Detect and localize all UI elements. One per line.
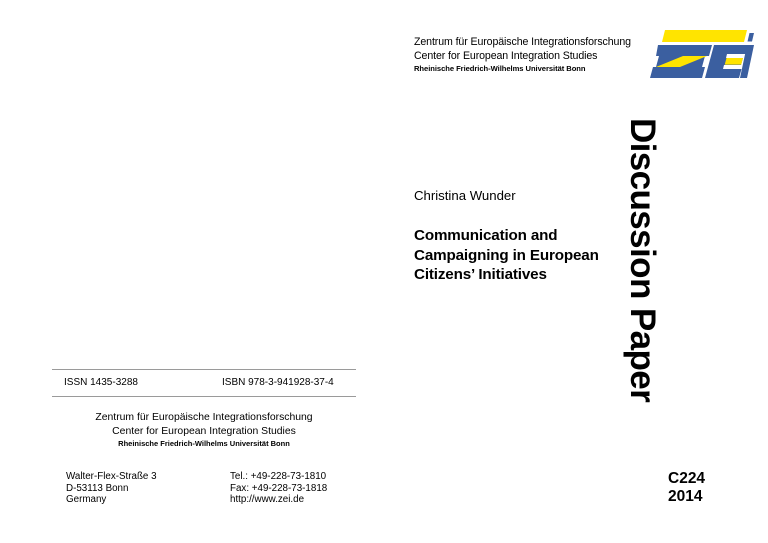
author-name: Christina Wunder [414, 188, 516, 203]
series-label-vertical: Discussion Paper [623, 118, 662, 403]
imprint-university: Rheinische Friedrich-Wilhelms Universität Bonn [118, 439, 290, 449]
zei-logo-mark [650, 26, 754, 84]
header-institution-block [414, 36, 654, 74]
address-city: D-53113 Bonn [66, 482, 129, 494]
imprint-institution-de: Zentrum für Europäische Integrationsforschung [95, 412, 313, 423]
contact-tel: Tel.: +49-228-73-1810 [230, 471, 327, 482]
paper-number: C224 [668, 470, 706, 487]
imprint-rule-bottom [52, 396, 356, 397]
header-university: Rheinische Friedrich-Wilhelms Universität Bonn [414, 64, 586, 73]
imprint-institution-en: Center for European Integration Studies [112, 425, 296, 437]
issn-value: ISSN 1435-3288 [64, 377, 138, 388]
address-country: Germany [66, 494, 107, 506]
title-line-3: Citizens’ Initiatives [414, 266, 547, 284]
imprint-id-box [52, 369, 356, 397]
contact-block [230, 471, 327, 506]
imprint-institution-block [52, 411, 356, 449]
contact-website[interactable]: http://www.zei.de [230, 494, 305, 506]
paper-year: 2014 [668, 488, 703, 505]
address-street: Walter-Flex-Straße 3 [66, 471, 157, 482]
imprint-ids-row [52, 370, 356, 396]
isbn-value: ISBN 978-3-941928-37-4 [222, 377, 334, 388]
paper-serial-block [668, 470, 705, 506]
title-line-1: Communication and [414, 227, 558, 244]
header-institution-de: Zentrum für Europäische Integrationsforschung [414, 36, 631, 48]
address-block [66, 471, 157, 506]
contact-fax: Fax: +49-228-73-1818 [230, 482, 328, 494]
header-institution-en: Center for European Integration Studies [414, 49, 598, 62]
zei-logo [650, 26, 754, 84]
title-line-2: Campaigning in European [414, 246, 599, 264]
